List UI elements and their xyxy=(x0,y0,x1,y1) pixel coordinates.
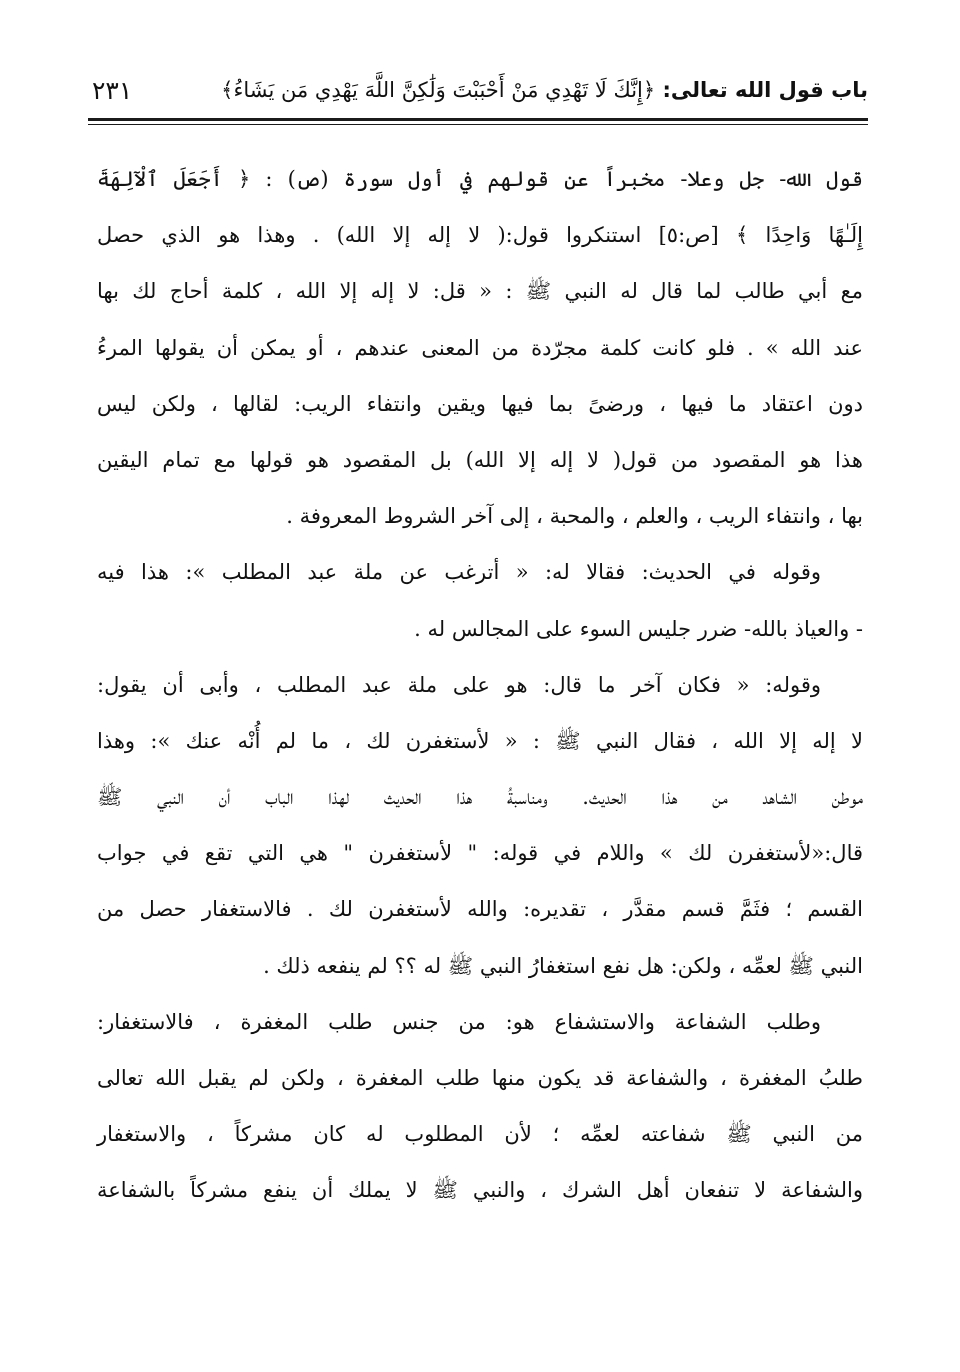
text-line: بها ، وانتفاء الريب ، والعلم ، والمحبة ، إلى آخر الشروط المعروفة . xyxy=(286,504,863,529)
text-line: القسم ؛ فثَمَّ قسم مقدَّر ، تقديره: والله لأستغفرن لك . فالاستغفار حصل من xyxy=(97,897,863,922)
text-line: قال:«لأستغفرن لك » واللام في قوله: " لأستغفرن " هي التي تقع في جواب xyxy=(97,841,863,866)
text-line: مع أبي طالب لما قال له النبي ﷺ : « قل: لا إله إلا الله ، كلمة أحاج لك بها xyxy=(97,279,863,304)
header-rule-thin xyxy=(88,124,868,125)
text-line: موطن الشاهد من هذا الحديث. ومناسبةُ هذا الحديث لهذا الباب أن النبي ﷺ xyxy=(97,785,863,810)
text-line: دون اعتقاد ما فيها ، ورضىً بما فيها ويقين وانتفاء الريب: لقالها ، ولكن ليس xyxy=(97,391,863,416)
text-line: إِلَـٰهًا وَاحِدًا ﴾ [ص:٥] استنكروا قول:( لا إله إلا الله) . وهذا هو الذي حصل xyxy=(97,223,863,248)
body-text xyxy=(97,151,863,1219)
text-line: النبي ﷺ لعمِّه ، ولكن: هل نفع استغفارُ النبي ﷺ له ؟؟ لم ينفعه ذلك . xyxy=(263,953,863,978)
text-line: وقوله في الحديث: فقالا له: « أترغب عن ملة عبد المطلب »: هذا فيه xyxy=(97,560,821,585)
text-line: والشفاعة لا تنفعان أهل الشرك ، والنبي ﷺ لا يملك أن ينفع مشركاً بالشفاعة xyxy=(97,1178,863,1203)
text-line: - والعياذ بالله- ضرر جليس السوء على المجالس له . xyxy=(414,616,863,641)
text-line: قول الله- جل وعلا- مخبراً عن قولهم في أول سورة (ص) : ﴿ أَجَعَلَ ٱلْآلِهَةَ xyxy=(97,167,863,191)
quran-verse: ﴿إِنَّكَ لَا تَهْدِي مَنْ أَحْبَبْتَ وَلَٰكِنَّ اللَّهَ يَهْدِي مَن يَشَاءُ﴾ xyxy=(221,78,656,102)
header-rule-thick xyxy=(88,118,868,121)
text-line: هذا هو المقصود من قول( لا إله إلا الله) بل المقصود هو قولها مع تمام اليقين xyxy=(97,447,863,472)
text-line: لا إله إلا الله ، فقال النبي ﷺ : « لأستغفرن لك ، ما لم أُنْه عنك »: وهذا xyxy=(97,728,863,753)
text-line: وطلب الشفاعة والاستشفاع هو: من جنس طلب المغفرة ، فالاستغفار: xyxy=(97,1009,821,1034)
page-header xyxy=(92,66,868,112)
running-head xyxy=(221,74,868,106)
text-line: من النبي ﷺ شفاعته لعمِّه ؛ لأن المطلوب له كان مشركاً ، والاستغفار xyxy=(97,1122,863,1147)
chapter-label: باب قول الله تعالى: xyxy=(662,78,868,102)
text-line: طلبُ المغفرة ، والشفاعة قد يكون منها طلب المغفرة ، ولكن لم يقبل الله تعالى xyxy=(97,1066,863,1090)
page-number: ٢٣١ xyxy=(92,76,133,105)
text-line: عند الله » . فلو كانت كلمة مجرّدة من المعنى عندهم ، أو يمكن أن يقولها المرءُ xyxy=(97,335,863,360)
text-line: وقوله: « فكان آخر ما قال: هو على ملة عبد المطلب ، وأبى أن يقول: xyxy=(97,672,821,697)
